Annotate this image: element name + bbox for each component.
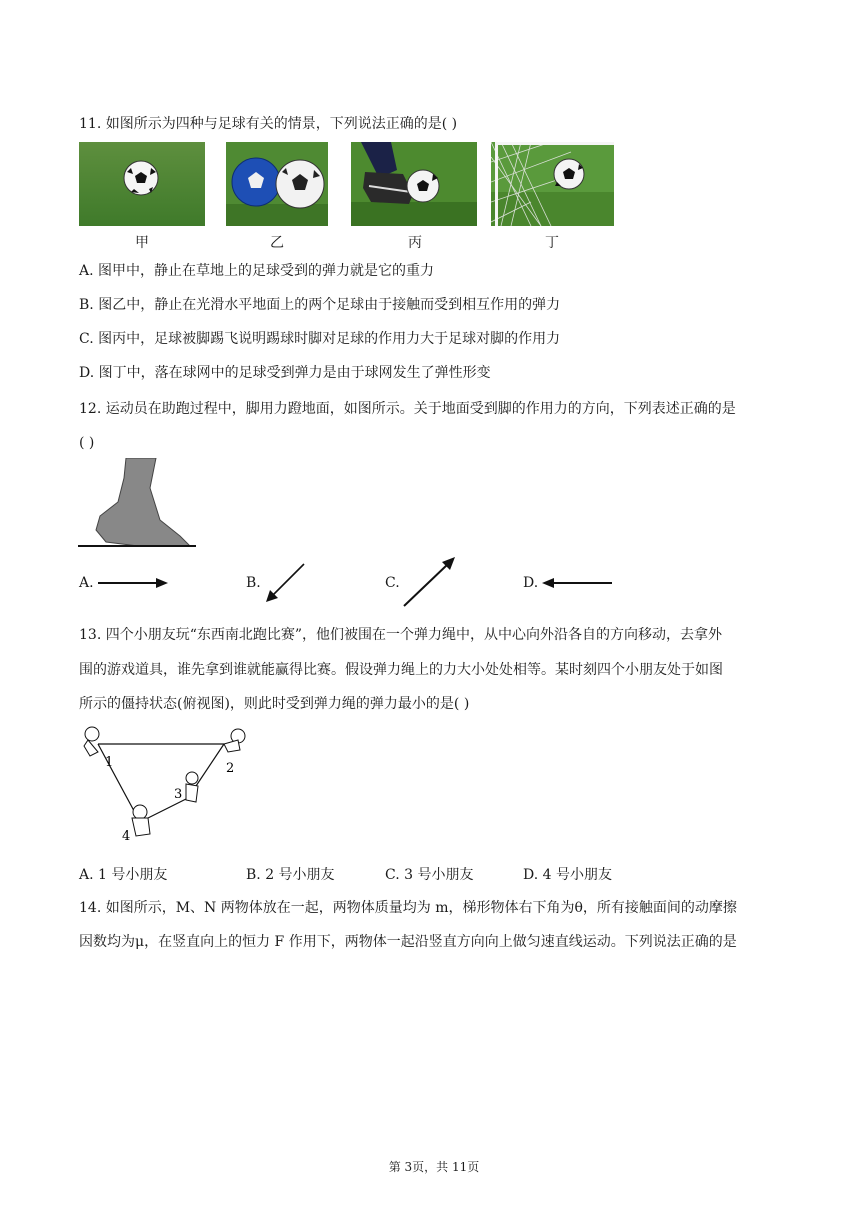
q13-option-d: D. 4 号小朋友	[523, 867, 612, 883]
kid-label-1: 1	[105, 755, 114, 770]
caption-jia: 甲	[135, 235, 149, 251]
kid-label-4: 4	[122, 829, 131, 844]
q12-paren: ( )	[79, 435, 95, 451]
q11-option-c: C. 图丙中，足球被脚踢飞说明踢球时脚对足球的作用力大于足球对脚的作用力	[79, 331, 561, 347]
q13-option-b: B. 2 号小朋友	[246, 867, 335, 883]
q14-line-2: 因数均为μ，在竖直向上的恒力 F 作用下，两物体一起沿竖直方向向上做匀速直线运动。下列说法正确的是	[79, 934, 737, 950]
arrow-down-left-icon	[262, 560, 308, 606]
q11-option-b: B. 图乙中，静止在光滑水平地面上的两个足球由于接触而受到相互作用的弹力	[79, 297, 561, 313]
q12-option-d: D.	[523, 575, 539, 591]
q13-line-2: 围的游戏道具，谁先拿到谁就能赢得比赛。假设弹力绳上的力大小处处相等。某时刻四个小朋友处于如图	[79, 662, 723, 678]
photo-ball-on-grass	[79, 142, 205, 226]
caption-yi: 乙	[270, 235, 284, 251]
q13-option-a: A. 1 号小朋友	[79, 867, 168, 883]
q12-stem: 12. 运动员在助跑过程中，脚用力蹬地面，如图所示。关于地面受到脚的作用力的方向，下列表述正确的是	[79, 401, 736, 417]
caption-bing: 丙	[408, 235, 422, 251]
q12-option-b: B.	[246, 575, 261, 591]
photo-two-balls	[226, 142, 328, 226]
q12-option-c: C.	[385, 575, 400, 591]
caption-ding: 丁	[545, 235, 559, 251]
q13-option-c: C. 3 号小朋友	[385, 867, 474, 883]
q13-line-1: 13. 四个小朋友玩“东西南北跑比赛”，他们被围在一个弹力绳中，从中心向外沿各自的方向移动，去拿外	[79, 627, 723, 643]
q11-option-a: A. 图甲中，静止在草地上的足球受到的弹力就是它的重力	[79, 263, 435, 279]
page-footer: 第 3页，共 11页	[388, 1160, 480, 1174]
photo-ball-in-net	[491, 142, 614, 226]
photo-kicking-ball	[351, 142, 477, 226]
kid-label-2: 2	[226, 761, 235, 776]
q12-option-a: A.	[79, 575, 94, 591]
rope-diagram	[78, 722, 252, 850]
q14-line-1: 14. 如图所示，M、N 两物体放在一起，两物体质量均为 m，梯形物体右下角为θ，所有接触面间的动摩擦	[79, 900, 737, 916]
arrow-right-icon	[96, 575, 170, 591]
arrow-up-right-icon	[400, 554, 458, 610]
q11-stem: 11. 如图所示为四种与足球有关的情景，下列说法正确的是( )	[79, 116, 458, 132]
kid-label-3: 3	[174, 787, 183, 802]
q11-option-d: D. 图丁中，落在球网中的足球受到弹力是由于球网发生了弹性形变	[79, 365, 491, 381]
arrow-left-icon	[540, 575, 614, 591]
foot-figure	[78, 458, 198, 550]
q13-line-3: 所示的僵持状态(俯视图)，则此时受到弹力绳的弹力最小的是( )	[79, 696, 470, 712]
